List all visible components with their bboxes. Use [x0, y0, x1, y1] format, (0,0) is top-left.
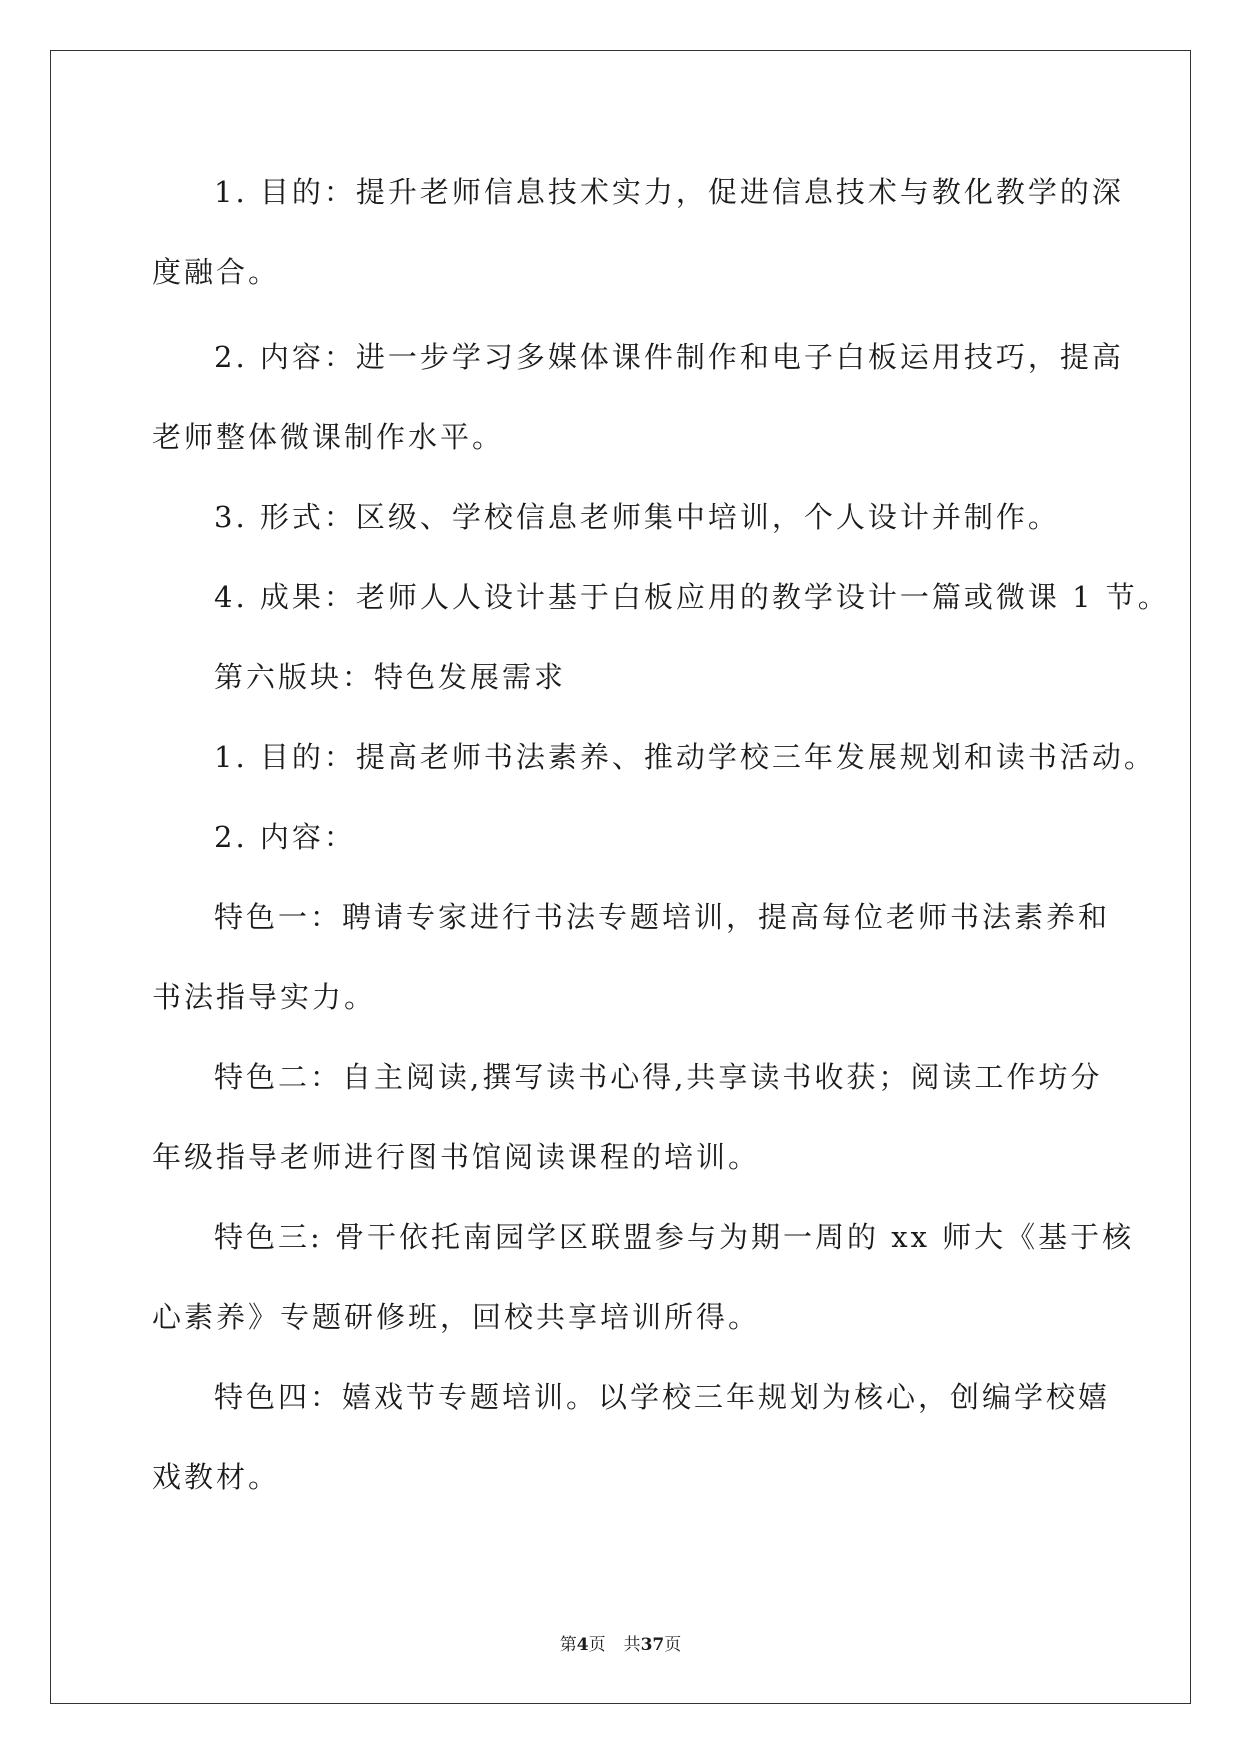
paragraph-line: 年级指导老师进行图书馆阅读课程的培训。	[152, 1140, 761, 1174]
paragraph-line: 4. 成果：老师人人设计基于白板应用的教学设计一篇或微课 1 节。	[214, 580, 1170, 614]
paragraph-line: 2. 内容：	[214, 820, 356, 854]
total-prefix: 共	[623, 1635, 641, 1655]
paragraph-line: 心素养》专题研修班，回校共享培训所得。	[152, 1300, 761, 1334]
paragraph-line: 1. 目的：提升老师信息技术实力，促进信息技术与教化教学的深	[214, 175, 1124, 209]
page-prefix: 第	[559, 1635, 577, 1655]
paragraph-line: 戏教材。	[152, 1460, 281, 1494]
paragraph-line: 度融合。	[152, 255, 281, 289]
total-suffix: 页	[664, 1635, 682, 1655]
paragraph-line: 特色四：嬉戏节专题培训。以学校三年规划为核心，创编学校嬉	[214, 1380, 1111, 1414]
paragraph-line: 特色三: 骨干依托南园学区联盟参与为期一周的 xx 师大《基于核	[214, 1220, 1135, 1254]
paragraph-line: 1. 目的：提高老师书法素养、推动学校三年发展规划和读书活动。	[214, 740, 1156, 774]
page-border	[50, 50, 1191, 1704]
paragraph-line: 2. 内容：进一步学习多媒体课件制作和电子白板运用技巧，提高	[214, 340, 1124, 374]
page-number: 4	[576, 1635, 589, 1655]
paragraph-line: 书法指导实力。	[152, 980, 377, 1014]
paragraph-line: 特色一：聘请专家进行书法专题培训，提高每位老师书法素养和	[214, 900, 1111, 934]
paragraph-line: 老师整体微课制作水平。	[152, 420, 505, 454]
section-heading: 第六版块：特色发展需求	[214, 660, 567, 694]
page-footer	[0, 1630, 1241, 1655]
paragraph-line: 3. 形式：区级、学校信息老师集中培训，个人设计并制作。	[214, 500, 1060, 534]
page-suffix: 页	[588, 1635, 606, 1655]
paragraph-line: 特色二：自主阅读,撰写读书心得,共享读书收获；阅读工作坊分	[214, 1060, 1103, 1094]
total-pages: 37	[640, 1635, 665, 1655]
